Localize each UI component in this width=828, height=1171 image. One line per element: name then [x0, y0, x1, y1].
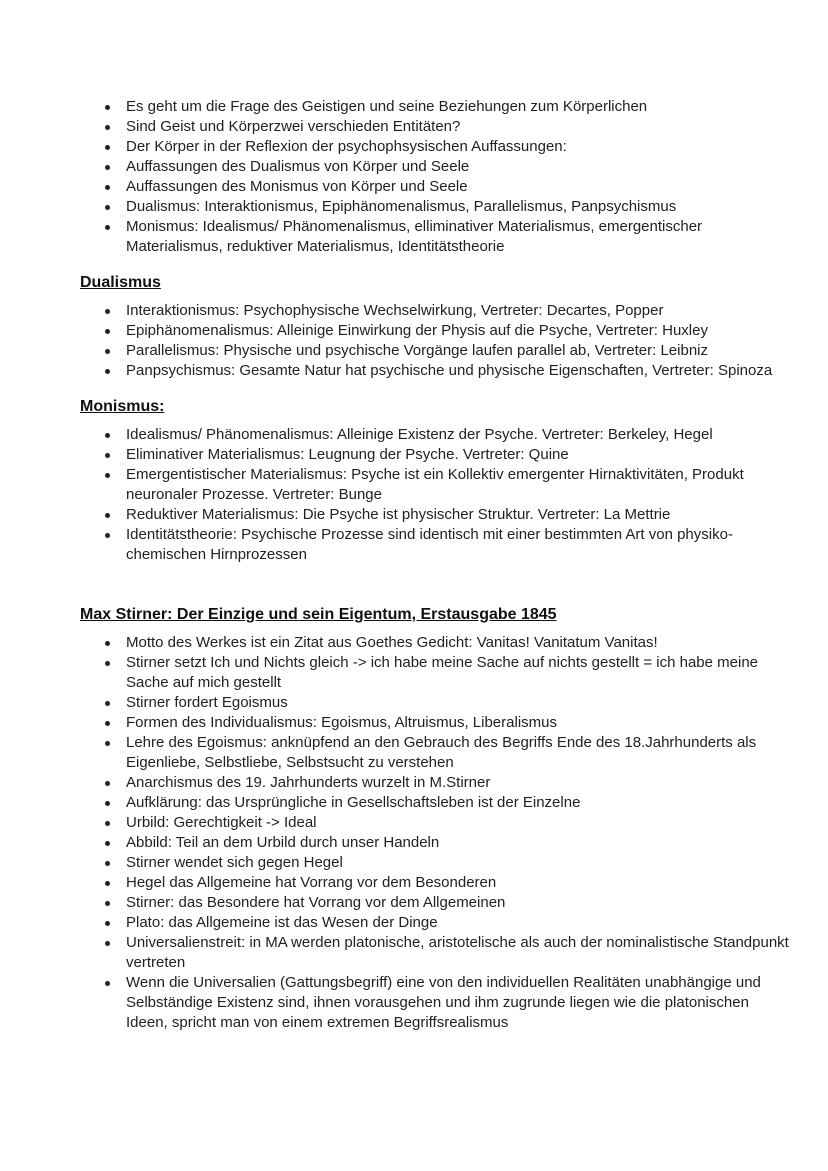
list-item: Stirner fordert Egoismus: [80, 693, 792, 713]
list-item: Dualismus: Interaktionismus, Epiphänomenalismus, Parallelismus, Panpsychismus: [80, 197, 792, 217]
list-item: Stirner setzt Ich und Nichts gleich -> ich habe meine Sache auf nichts gestellt = ich habe meine Sache auf mich gestellt: [80, 653, 792, 693]
list-item: Eliminativer Materialismus: Leugnung der Psyche. Vertreter: Quine: [80, 445, 792, 465]
list-item: Parallelismus: Physische und psychische Vorgänge laufen parallel ab, Vertreter: Leibniz: [80, 341, 792, 361]
list-item: Monismus: Idealismus/ Phänomenalismus, elliminativer Materialismus, emergentischer Materialismus, reduktiver Materialismus, Identitätstheorie: [80, 217, 792, 257]
section-heading: Dualismus: [80, 274, 161, 291]
bullet-list: [80, 301, 792, 381]
list-item: Identitätstheorie: Psychische Prozesse sind identisch mit einer bestimmten Art von physiko-chemischen Hirnprozessen: [80, 525, 792, 565]
list-item: Stirner wendet sich gegen Hegel: [80, 853, 792, 873]
list-item: Aufklärung: das Ursprüngliche in Gesellschaftsleben ist der Einzelne: [80, 793, 792, 813]
list-item: Panpsychismus: Gesamte Natur hat psychische und physische Eigenschaften, Vertreter: Spinoza: [80, 361, 792, 381]
list-item: Wenn die Universalien (Gattungsbegriff) eine von den individuellen Realitäten unabhängige und Selbständige Existenz sind, ihnen vorausgehen und ihm zugrunde liegen wie die platonischen Ideen, spricht man von einem extremen Begriffsrealismus: [80, 973, 792, 1033]
list-item: Abbild: Teil an dem Urbild durch unser Handeln: [80, 833, 792, 853]
list-item: Lehre des Egoismus: anknüpfend an den Gebrauch des Begriffs Ende des 18.Jahrhunderts als Eigenliebe, Selbstliebe, Selbstsucht zu verstehen: [80, 733, 792, 773]
list-item: Auffassungen des Dualismus von Körper und Seele: [80, 157, 792, 177]
list-item: Es geht um die Frage des Geistigen und seine Beziehungen zum Körperlichen: [80, 97, 792, 117]
list-item: Sind Geist und Körperzwei verschieden Entitäten?: [80, 117, 792, 137]
list-item: Interaktionismus: Psychophysische Wechselwirkung, Vertreter: Decartes, Popper: [80, 301, 792, 321]
bullet-list: [80, 425, 792, 565]
list-item: Emergentistischer Materialismus: Psyche ist ein Kollektiv emergenter Hirnaktivitäten, Produkt neuronaler Prozesse. Vertreter: Bunge: [80, 465, 792, 505]
list-item: Hegel das Allgemeine hat Vorrang vor dem Besonderen: [80, 873, 792, 893]
list-item: Epiphänomenalismus: Alleinige Einwirkung der Physis auf die Psyche, Vertreter: Huxley: [80, 321, 792, 341]
list-item: Der Körper in der Reflexion der psychophsysischen Auffassungen:: [80, 137, 792, 157]
list-item: Auffassungen des Monismus von Körper und Seele: [80, 177, 792, 197]
bullet-list: [80, 633, 792, 1033]
list-item: Formen des Individualismus: Egoismus, Altruismus, Liberalismus: [80, 713, 792, 733]
list-item: Reduktiver Materialismus: Die Psyche ist physischer Struktur. Vertreter: La Mettrie: [80, 505, 792, 525]
section-heading: Monismus:: [80, 398, 165, 415]
list-item: Plato: das Allgemeine ist das Wesen der Dinge: [80, 913, 792, 933]
list-item: Universalienstreit: in MA werden platonische, aristotelische als auch der nominalistische Standpunkt vertreten: [80, 933, 792, 973]
list-item: Anarchismus des 19. Jahrhunderts wurzelt in M.Stirner: [80, 773, 792, 793]
list-item: Urbild: Gerechtigkeit -> Ideal: [80, 813, 792, 833]
section-heading: Max Stirner: Der Einzige und sein Eigentum, Erstausgabe 1845: [80, 606, 557, 623]
bullet-list: [80, 97, 792, 257]
list-item: Idealismus/ Phänomenalismus: Alleinige Existenz der Psyche. Vertreter: Berkeley, Hegel: [80, 425, 792, 445]
list-item: Motto des Werkes ist ein Zitat aus Goethes Gedicht: Vanitas! Vanitatum Vanitas!: [80, 633, 792, 653]
list-item: Stirner: das Besondere hat Vorrang vor dem Allgemeinen: [80, 893, 792, 913]
